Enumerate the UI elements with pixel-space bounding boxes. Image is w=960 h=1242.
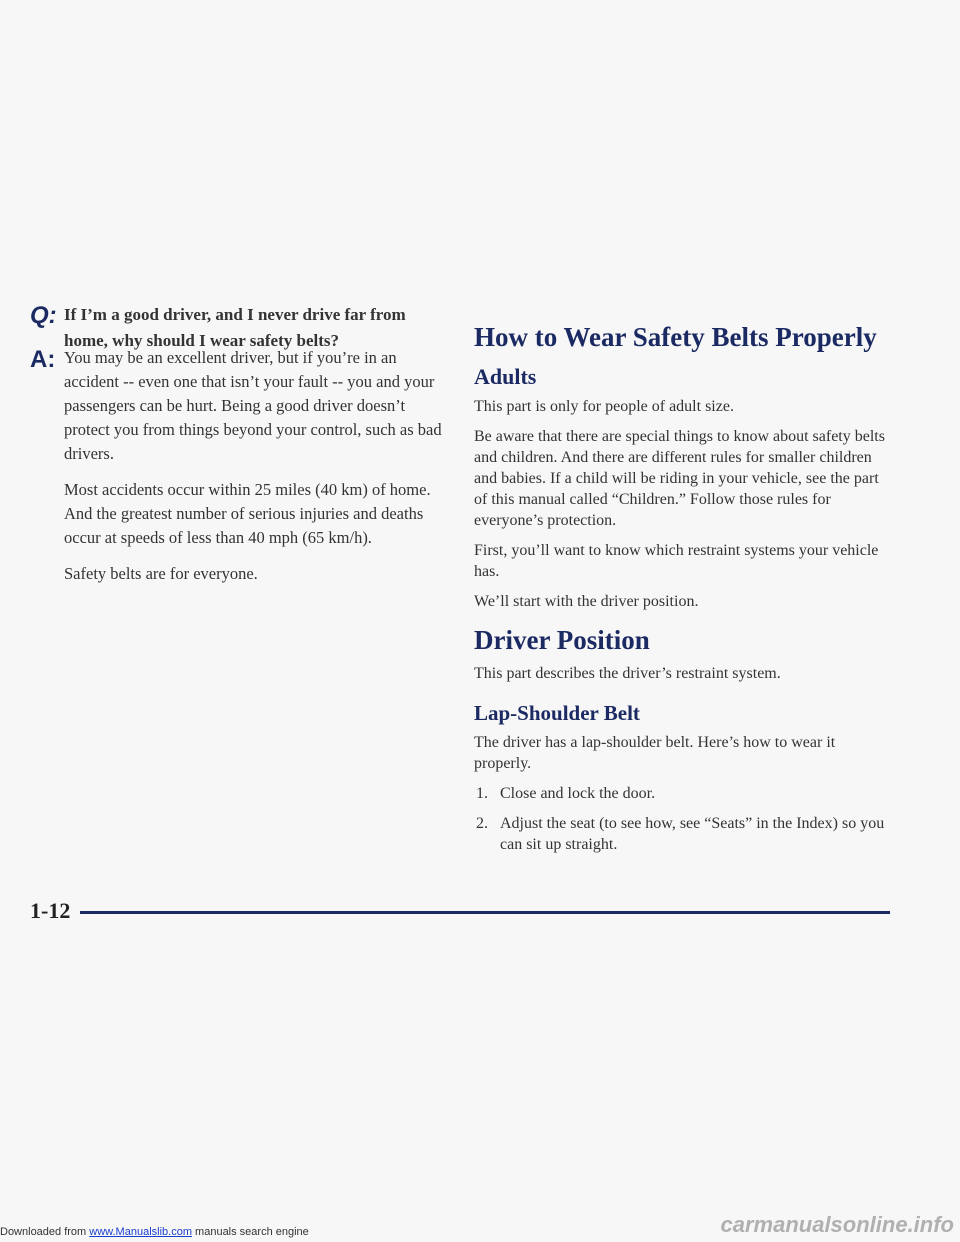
adults-paragraph: We’ll start with the driver position.	[474, 593, 699, 610]
answer-mark: A:	[30, 346, 56, 373]
answer-paragraph: Most accidents occur within 25 miles (40 km) of home. And the greatest number of serious injuries and deaths occur at speeds of less than 40 mph (65 km/h).	[64, 480, 431, 547]
footer-rule	[80, 911, 890, 914]
step-text: Close and lock the door.	[500, 785, 656, 802]
step-number: 1.	[476, 785, 488, 802]
question-text: If I’m a good driver, and I never drive far from home, why should I wear safety belts?	[64, 305, 406, 350]
driver-position-heading: Driver Position	[474, 625, 650, 655]
list-item	[474, 813, 894, 855]
adults-paragraph: Be aware that there are special things to know about safety belts and children. And there are different rules for smaller children and babies. If a child will be riding in your vehicle, see the part of this manual called “Children.” Follow those rules for everyone’s protection.	[474, 428, 885, 529]
adults-paragraph: First, you’ll want to know which restraint systems your vehicle has.	[474, 542, 879, 580]
answer-paragraph: Safety belts are for everyone.	[64, 564, 258, 583]
credit-suffix: manuals search engine	[195, 1226, 309, 1238]
section-title: How to Wear Safety Belts Properly	[474, 322, 877, 352]
answer-paragraph: You may be an excellent driver, but if you’re in an accident -- even one that isn’t your fault -- you and your passengers can be hurt. Being a good driver doesn’t protect you from things beyond your control, such as bad drivers.	[64, 348, 442, 463]
question-mark: Q:	[30, 302, 57, 329]
step-text: Adjust the seat (to see how, see “Seats” in the Index) so you can sit up straight.	[500, 815, 885, 853]
page-number: 1-12	[30, 898, 71, 923]
list-item	[474, 783, 894, 804]
watermark: carmanualsonline.info	[720, 1212, 954, 1237]
right-column	[474, 318, 894, 864]
credit-prefix: Downloaded from	[0, 1226, 87, 1238]
lap-shoulder-text: The driver has a lap-shoulder belt. Here’s how to wear it properly.	[474, 734, 836, 772]
lap-shoulder-heading: Lap-Shoulder Belt	[474, 701, 640, 725]
answer-block	[30, 346, 450, 586]
driver-position-text: This part describes the driver’s restraint system.	[474, 665, 781, 682]
adults-heading: Adults	[474, 364, 537, 389]
manualslib-link[interactable]: www.Manualslib.com	[89, 1226, 192, 1238]
steps-list	[474, 783, 894, 855]
answer-body	[64, 346, 450, 586]
download-credit	[0, 1226, 309, 1238]
adults-paragraph: This part is only for people of adult size.	[474, 398, 734, 415]
step-number: 2.	[476, 815, 488, 832]
